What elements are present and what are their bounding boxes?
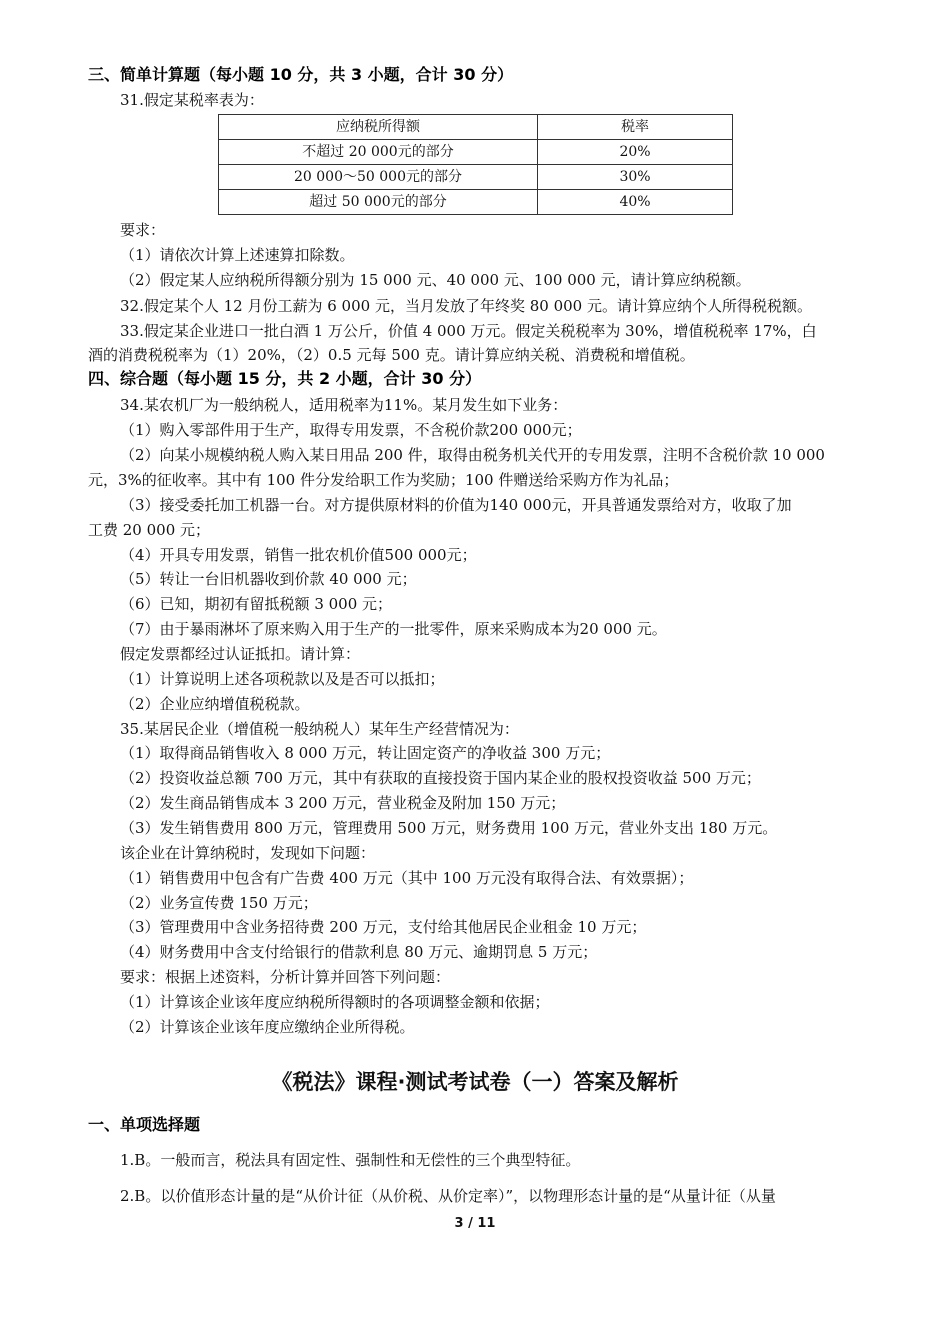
q35-item-2: （2）投资收益总额 700 万元，其中有获取的直接投资于国内某企业的股权投资收益 500 万元； [120,769,761,787]
q35-problem-2: （2）业务宣传费 150 万元； [120,894,318,912]
question-32: 32.假定某个人 12 月份工薪为 6 000 元，当月发放了年终奖 80 000 元。请计算应纳个人所得税税额。 [120,297,812,315]
q35-problem-3: （3）管理费用中含业务招待费 200 万元，支付给其他居民企业租金 10 万元； [120,918,647,936]
header-tax-rate: 税率 [538,115,733,140]
table-cell: 20 000～50 000元的部分 [219,165,538,190]
requirement-1: （1）请依次计算上述速算扣除数。 [120,246,355,264]
table-row [219,165,733,190]
question-34-intro: 34.某农机厂为一般纳税人，适用税率为11%。某月发生如下业务： [120,396,568,414]
table-row [219,140,733,165]
q31-intro: 31.假定某税率表为： [120,91,264,109]
q35-requirement-1: （1）计算该企业该年度应纳税所得额时的各项调整金额和依据； [120,993,550,1011]
q34-item-1: （1）购入零部件用于生产，取得专用发票，不含税价款200 000元； [120,421,582,439]
answer-2: 2.B。以价值形态计量的是“从价计征（从价税、从价定率）”，以物理形态计量的是“从量计征（从量 [120,1187,776,1205]
header-taxable-income: 应纳税所得额 [219,115,538,140]
table-header-row [219,115,733,140]
q34-requirement-2: （2）企业应纳增值税税款。 [120,695,310,713]
q35-item-1: （1）取得商品销售收入 8 000 万元，转让固定资产的净收益 300 万元； [120,744,611,762]
table-cell: 不超过 20 000元的部分 [219,140,538,165]
q34-item-6: （6）已知，期初有留抵税额 3 000 元； [120,595,393,613]
q34-item-3-line-2: 工费 20 000 元； [88,521,211,539]
q35-problem-4: （4）财务费用中含支付给银行的借款利息 80 万元、逾期罚息 5 万元； [120,943,598,961]
section-3-heading: 三、简单计算题（每小题 10 分，共 3 小题，合计 30 分） [88,65,514,84]
q34-assumption: 假定发票都经过认证抵扣。请计算： [120,645,361,663]
q34-item-4: （4）开具专用发票，销售一批农机价值500 000元； [120,546,477,564]
answer-1: 1.B。一般而言，税法具有固定性、强制性和无偿性的三个典型特征。 [120,1151,581,1169]
table-cell: 20% [538,140,733,165]
q34-item-2-line-2: 元，3%的征收率。其中有 100 件分发给职工作为奖励；100 件赠送给采购方作为礼品； [88,471,679,489]
section-4-heading: 四、综合题（每小题 15 分，共 2 小题，合计 30 分） [88,369,482,388]
q35-item-4: （3）发生销售费用 800 万元，管理费用 500 万元，财务费用 100 万元，营业外支出 180 万元。 [120,819,778,837]
answers-section-1-heading: 一、单项选择题 [88,1115,201,1134]
page-number: 3 / 11 [454,1216,496,1231]
q34-item-2-line-1: （2）向某小规模纳税人购入某日用品 200 件，取得由税务机关代开的专用发票，注明不含税价款 10 000 [120,446,825,464]
table-cell: 30% [538,165,733,190]
table-cell: 超过 50 000元的部分 [219,190,538,215]
table-cell: 40% [538,190,733,215]
q35-problem-1: （1）销售费用中包含有广告费 400 万元（其中 100 万元没有取得合法、有效票据）； [120,869,694,887]
requirement-2: （2）假定某人应纳税所得额分别为 15 000 元、40 000 元、100 000 元，请计算应纳税额。 [120,271,751,289]
table-row [219,190,733,215]
question-33-line-1: 33.假定某企业进口一批白酒 1 万公斤，价值 4 000 万元。假定关税税率为 30%，增值税税率 17%，白 [120,322,817,340]
q34-item-3-line-1: （3）接受委托加工机器一台。对方提供原材料的价值为140 000元，开具普通发票给对方，收取了加 [120,496,792,514]
q34-requirement-1: （1）计算说明上述各项税款以及是否可以抵扣； [120,670,445,688]
q34-item-7: （7）由于暴雨淋坏了原来购入用于生产的一批零件，原来采购成本为20 000 元。 [120,620,667,638]
question-35-intro: 35.某居民企业（增值税一般纳税人）某年生产经营情况为： [120,720,519,738]
q34-item-5: （5）转让一台旧机器收到价款 40 000 元； [120,570,417,588]
question-33-line-2: 酒的消费税税率为（1）20%，（2）0.5 元每 500 克。请计算应纳关税、消费税和增值税。 [88,346,695,364]
q35-problems-intro: 该企业在计算纳税时，发现如下问题： [120,844,376,862]
q35-requirement-2: （2）计算该企业该年度应缴纳企业所得税。 [120,1018,415,1036]
requirement-label: 要求： [120,221,166,239]
q35-requirement-intro: 要求：根据上述资料，分析计算并回答下列问题： [120,968,451,986]
q35-item-3: （2）发生商品销售成本 3 200 万元，营业税金及附加 150 万元； [120,794,566,812]
tax-rate-table [218,114,733,215]
answers-title: 《税法》课程·测试考试卷（一）答案及解析 [271,1070,679,1094]
